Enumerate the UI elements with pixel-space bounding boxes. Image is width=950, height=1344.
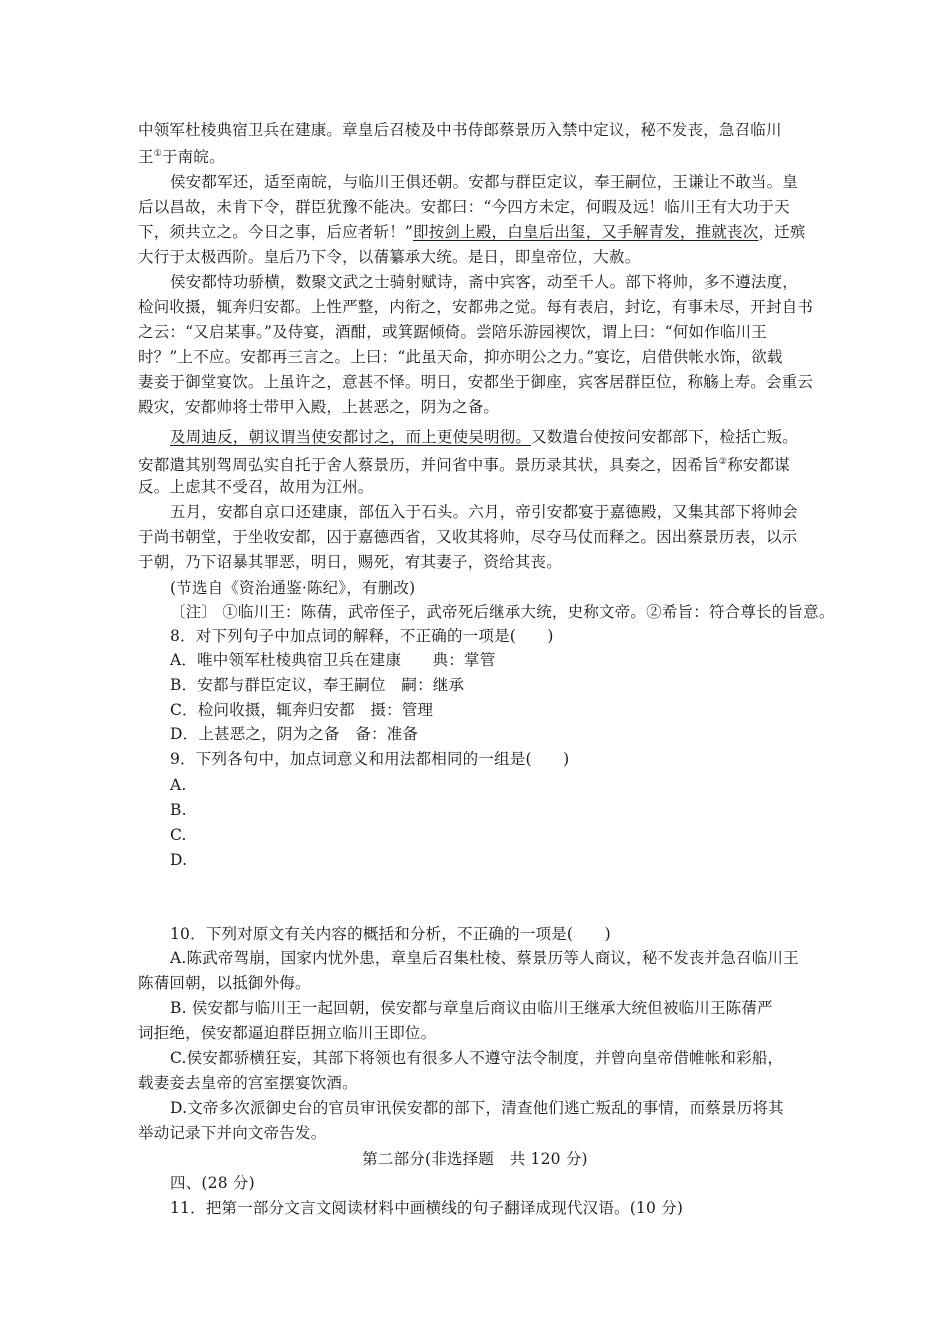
question-10-option-b: B. 侯安都与临川王一起回朝，侯安都与章皇后商议由临川王继承大统但被临川王陈蒨严 [170,999,773,1017]
part-two-title: 第二部分(非选择题 共 120 分) [362,1150,588,1168]
question-10-option-b-cont: 词拒绝，侯安都逼迫群臣拥立临川王即位。 [138,1024,437,1042]
question-10-option-a: A.陈武帝驾崩，国家内忧外患，章皇后召集杜棱、蔡景历等人商议，秘不发丧并急召临川王 [170,949,799,967]
question-10-option-c: C.侯安都骄横狂妄，其部下将领也有很多人不遵守法令制度，并曾向皇帝借帷帐和彩船， [170,1049,784,1067]
passage-line: 五月，安都自京口还建康，部伍入于石头。六月，帝引安都宴于嘉德殿，又集其部下将帅会 [170,503,799,521]
footnote-marker: ① [153,149,162,159]
underlined-sentence: 即按剑上殿，白皇后出玺，又手解青发，推就丧次 [413,223,759,241]
question-9-option-a: A. [170,776,187,794]
passage-line: 妻妾于御堂宴饮。上虽许之，意甚不怿。明日，安都坐于御座，宾客居群臣位，称觞上寿。会重云 [138,373,814,391]
footnote-marker: ② [718,457,728,467]
question-8-option-d: D．上甚恶之，阴为之备 备：准备 [170,725,419,743]
passage-line: 殿灾，安都帅将士带甲入殿，上甚恶之，阴为之备。 [138,398,500,416]
passage-line: 王①于南皖。 [138,148,225,166]
question-9-stem: 9．下列各句中，加点词意义和用法都相同的一组是( ) [170,750,570,768]
question-10-option-c-cont: 载妻妾去皇帝的宫室摆宴饮酒。 [138,1074,358,1092]
question-8-option-a: A．唯中领军杜棱典宿卫兵在建康 典：掌管 [170,651,496,669]
question-10-option-d: D.文帝多次派御史台的官员审讯侯安都的部下，清查他们逃亡叛乱的事情，而蔡景历将其 [170,1099,784,1117]
question-10-stem: 10．下列对原文有关内容的概括和分析，不正确的一项是( ) [170,925,611,943]
passage-line: 于尚书朝堂，于坐收安都，囚于嘉德西省，又收其将帅，尽夺马仗而释之。因出蔡景历表，以示 [138,528,798,546]
question-9-option-d: D. [170,851,188,869]
source-citation: (节选自《资治通鉴·陈纪》，有删改) [170,579,416,597]
passage-line: 下，须共立之。今日之事，后应者斩！”即按剑上殿，白皇后出玺，又手解青发，推就丧次，迁殡 [138,223,806,241]
passage-line: 侯安都军还，适至南皖，与临川王俱还朝。安都与群臣定议，奉王嗣位，王谦让不敢当。皇 [170,173,799,191]
passage-line: 侯安都恃功骄横，数聚文武之士骑射赋诗，斋中宾客，动至千人。部下将帅，多不遵法度， [170,273,799,291]
passage-line: 时？”上不应。安都再三言之。上曰：“此虽天命，抑亦明公之力。”宴讫，启借供帐水饰，欲载 [138,348,783,366]
question-11-stem: 11．把第一部分文言文阅读材料中画横线的句子翻译成现代汉语。(10 分) [170,1199,684,1217]
question-8-option-b: B．安都与群臣定议，奉王嗣位 嗣：继承 [170,676,465,694]
underlined-sentence: 及周迪反，朝议谓当使安都讨之，而上更使吴明彻。 [170,428,532,446]
passage-line: 反。上虑其不受召，故用为江州。 [138,478,374,496]
passage-line: 安都遣其别驾周弘实自托于舍人蔡景历，并问省中事。景历录其状，具奏之，因希旨②称安都谋 [138,456,790,474]
passage-line: 中领军杜棱典宿卫兵在建康。章皇后召棱及中书侍郎蔡景历入禁中定议，秘不发丧，急召临川 [138,121,782,139]
passage-line: 大行于太极西阶。皇后乃下令，以蒨纂承大统。是日，即皇帝位，大赦。 [138,248,641,266]
passage-line: 后以昌故，未肯下令，群臣犹豫不能决。安都曰：“今四方未定，何暇及远！临川王有大功于天 [138,198,790,216]
question-8-stem: 8．对下列句子中加点词的解释，不正确的一项是( ) [170,627,554,645]
passage-line: 于朝，乃下诏暴其罪恶，明日，赐死，宥其妻子，资给其丧。 [138,553,562,571]
passage-line: 之云：“又启某事。”及侍宴，酒酣，或箕踞倾倚。尝陪乐游园禊饮，谓上曰：“何如作临川王 [138,323,767,341]
question-10-option-d-cont: 举动记录下并向文帝告发。 [138,1124,327,1142]
question-8-option-c: C．检问收摄，辄奔归安都 摄：管理 [170,701,434,719]
section-four-heading: 四、(28 分) [170,1174,255,1192]
footnote: 〔注〕 ①临川王：陈蒨，武帝侄子，武帝死后继承大统，史称文帝。②希旨：符合尊长的旨意。 [170,603,835,621]
question-9-option-b: B. [170,801,187,819]
question-10-option-a-cont: 陈蒨回朝，以抵御外侮。 [138,974,311,992]
passage-line: 检问收摄，辄奔归安都。上性严整，内衔之，安都弗之觉。每有表启，封讫，有事未尽，开封自书 [138,298,814,316]
passage-line: 及周迪反，朝议谓当使安都讨之，而上更使吴明彻。又数遣台使按问安都部下，检括亡叛。 [170,428,799,446]
question-9-option-c: C. [170,826,187,844]
